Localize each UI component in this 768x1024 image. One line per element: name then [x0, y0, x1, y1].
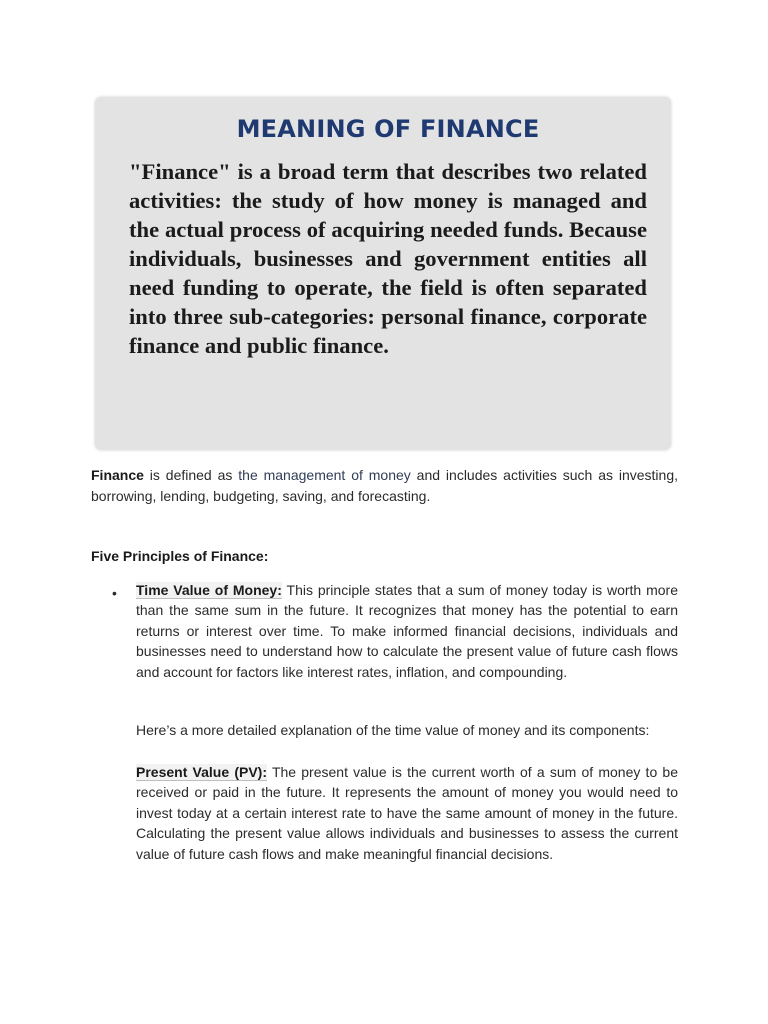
present-value-paragraph [136, 762, 678, 864]
finance-term: Finance [91, 467, 144, 483]
meaning-of-finance-image [95, 97, 671, 450]
management-of-money-link[interactable]: the management of money [238, 467, 411, 483]
explanation-paragraph: Here’s a more detailed explanation of the time value of money and its components: [136, 722, 650, 738]
time-value-label: Time Value of Money: [136, 582, 282, 598]
present-value-text: The present value is the current worth of a sum of money to be received or paid in the future. It represents the amount of money you would need to invest today at a certain interest rate to have the same amount of money in the future. Calculating the present value allows individuals and businesses to assess the current value of future cash flows and make meaningful financial decisions. [136, 764, 678, 862]
time-value-of-money-item [136, 580, 678, 682]
banner-text: "Finance" is a broad term that describes two related activities: the study of how money is managed and the actual process of acquiring needed funds. Because individuals, businesses and government entities all need funding to operate, the field is often separated into three sub-categories: personal finance, corporate finance and public finance. [129, 159, 647, 358]
principles-heading: Five Principles of Finance: [91, 548, 269, 564]
bullet-marker: • [112, 585, 117, 601]
intro-before-link: is defined as [143, 467, 239, 483]
intro-paragraph [91, 465, 678, 506]
banner-title: MEANING OF FINANCE [236, 115, 540, 143]
present-value-label: Present Value (PV): [136, 764, 267, 780]
time-value-text: This principle states that a sum of money today is worth more than the same sum in the future. It recognizes that money has the potential to earn returns or interest over time. To make informed financial decisions, individuals and businesses need to understand how to calculate the present value of future cash flows and account for factors like interest rates, inflation, and compounding. [136, 582, 678, 680]
intro-after-link: and includes activities such as investing, borrowing, lending, budgeting, saving, and forecasting. [91, 467, 679, 504]
